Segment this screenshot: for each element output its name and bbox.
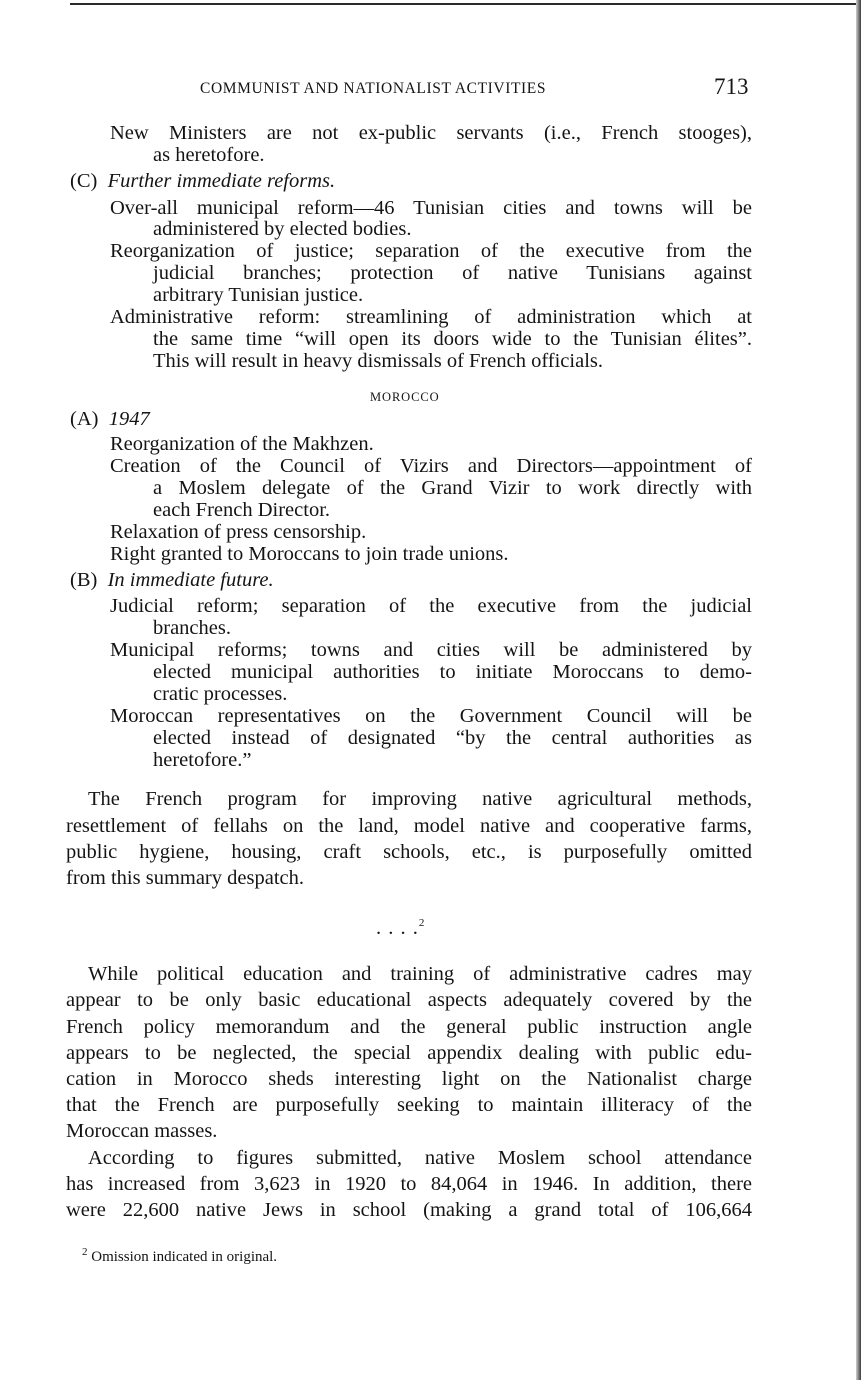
running-head: COMMUNIST AND NATIONALIST ACTIVITIES [200,80,547,97]
list-line: judicial branches; protection of native Tunisians against [153,262,752,284]
paragraph-line: has increased from 3,623 in 1920 to 84,064 in 1946. In addition, there [66,1173,752,1195]
paragraph-line: The French program for improving native agricultural methods, [88,788,752,810]
list-line: Creation of the Council of Vizirs and Directors—appointment of [110,455,752,477]
list-line: Right granted to Moroccans to join trade unions. [110,543,509,565]
paragraph-line: resettlement of fellahs on the land, model native and cooperative farms, [66,815,752,837]
paragraph-line: cation in Morocco sheds interesting light on the Nationalist charge [66,1068,752,1090]
paragraph-line: public hygiene, housing, craft schools, etc., is purposefully omitted [66,841,752,863]
list-line: branches. [153,617,231,639]
list-line: New Ministers are not ex-public servants (i.e., French stooges), [110,122,752,144]
list-line: Reorganization of the Makhzen. [110,433,374,455]
section-marker: (A) [70,408,99,430]
list-line: a Moslem delegate of the Grand Vizir to work directly with [153,477,752,499]
list-line: This will result in heavy dismissals of French officials. [153,350,603,372]
page-header [0,74,861,104]
paragraph-line: that the French are purposefully seeking to maintain illiteracy of the [66,1094,752,1116]
list-line: as heretofore. [153,144,265,166]
section-marker: (B) [70,569,98,591]
list-line: elected instead of designated “by the central authorities as [153,727,752,749]
list-line: Reorganization of justice; separation of the executive from the [110,240,752,262]
list-line: Judicial reform; separation of the executive from the judicial [110,595,752,617]
omission-marker [376,917,425,940]
footnote-number: 2 [82,1246,88,1258]
omission-dots: . . . . [376,917,419,939]
list-line: elected municipal authorities to initiate Moroccans to demo- [153,661,752,683]
page-number: 713 [714,74,749,99]
list-line: heretofore.” [153,749,252,771]
page-edge-shadow [856,0,861,1380]
list-line: Over-all municipal reform—46 Tunisian cities and towns will be [110,197,752,219]
section-title: Further immediate reforms. [107,170,336,192]
paragraph-line: Moroccan masses. [66,1120,218,1142]
page-top-rule [70,3,861,5]
section-title: In immediate future. [107,569,274,591]
paragraph-line: French policy memorandum and the general public instruction angle [66,1016,752,1038]
section-a-heading [70,408,150,431]
list-line: each French Director. [153,499,331,521]
list-line: Moroccan representatives on the Government Council will be [110,705,752,727]
footnote [82,1246,278,1266]
section-c-heading [70,170,335,193]
section-marker: (C) [70,170,98,192]
list-line: Relaxation of press censorship. [110,521,367,543]
section-b-heading [70,569,274,592]
paragraph-line: While political education and training of administrative cadres may [88,963,752,985]
list-line: the same time “will open its doors wide to the Tunisian élites”. [153,328,752,350]
section-title: 1947 [108,408,150,430]
paragraph-line: were 22,600 native Jews in school (making a grand total of 106,664 [66,1199,752,1221]
list-line: cratic processes. [153,683,288,705]
paragraph-line: According to figures submitted, native Moslem school attendance [88,1147,752,1169]
list-line: administered by elected bodies. [153,218,412,240]
morocco-heading: MOROCCO [370,390,440,404]
footnote-ref: 2 [418,917,426,930]
paragraph-line: appear to be only basic educational aspects adequately covered by the [66,989,752,1011]
footnote-text: Omission indicated in original. [91,1249,278,1265]
list-line: arbitrary Tunisian justice. [153,284,364,306]
paragraph-line: from this summary despatch. [66,867,304,889]
list-line: Administrative reform: streamlining of administration which at [110,306,752,328]
list-line: Municipal reforms; towns and cities will be administered by [110,639,752,661]
paragraph-line: appears to be neglected, the special appendix dealing with public edu- [66,1042,752,1064]
